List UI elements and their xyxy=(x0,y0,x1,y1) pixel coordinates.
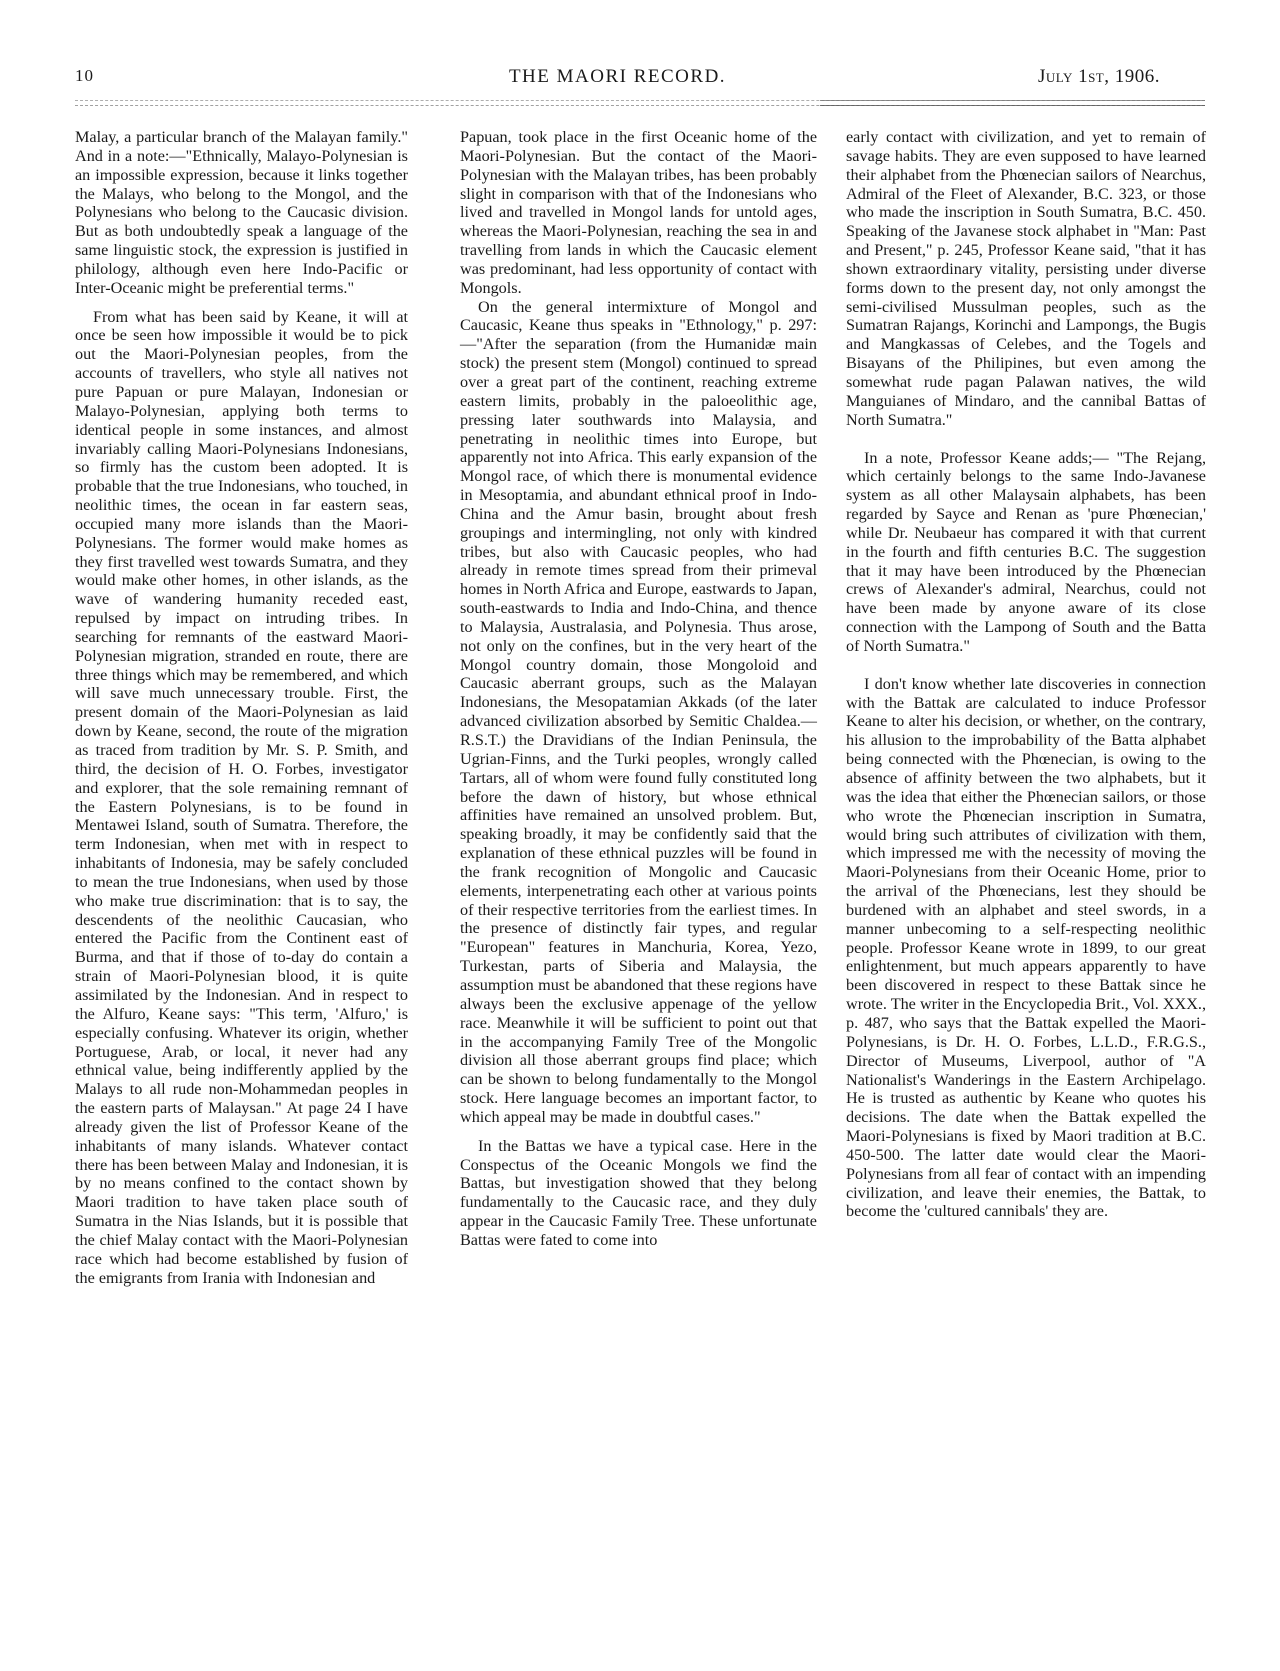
paragraph: From what has been said by Keane, it will at once be seen how impossible it would be to pick out the Maori-Polynesian peoples, from the accounts of travellers, who style all natives not pure Papuan or pure Malayan, Indonesian or Malayo-Polynesian, applying both terms to identical people in some instances, and almost invariably calling Maori-Polynesians Indonesians, so firmly has the custom been adopted. It is probable that the true Indonesians, who touched, in neolithic times, the ocean in far eastern seas, occupied many more islands than the Maori-Polynesians. The former would make homes as they first travelled west towards Sumatra, and they would make other homes, in other islands, as the wave of wandering humanity receded east, repulsed by impact on intruding tribes. In searching for remnants of the eastward Maori-Polynesian migration, stranded en route, there are three things which may be remembered, and which will save much unnecessary trouble. First, the present domain of the Maori-Polynesian as laid down by Keane, second, the route of the migration as traced from tradition by Mr. S. P. Smith, and third, the decision of H. O. Forbes, investigator and explorer, that the sole remaining remnant of the Eastern Polynesians, is to be found in Mentawei Island, south of Sumatra. Therefore, the term Indonesian, when met with in respect to inhabitants of Indonesia, may be safely concluded to mean the true Indonesians, when used by those who make true discrimination: that is to say, the descendents of the neolithic Caucasian, who entered the Pacific from the Continent east of Burma, and that if those of to-day do contain a strain of Maori-Polynesian blood, it is quite assimilated by the Indonesian. And in respect to the Alfuro, Keane says: "This term, 'Alfuro,' is especially confusing. Whatever its origin, whether Portuguese, Arab, or local, it never had any ethnical value, being indifferently applied by the Malays to all rude non-Mohammedan peoples in the eastern parts of Malaysan." At page 24 I have already given the list of Professor Keane of the inhabitants of many islands. Whatever contact there has been between Malay and Indonesian, it is by no means confined to the contact shown by Maori tradition to have taken place south of Sumatra in the Nias Islands, but it is possible that the chief Malay contact with the Maori-Polynesian race which had become established by fusion of the emigrants from Irania with Indonesian and xyxy=(75,307,408,1287)
column-left xyxy=(75,128,408,1287)
paragraph: I don't know whether late discoveries in connection with the Battak are calculated to induce Professor Keane to alter his decision, or whether, on the contrary, his allusion to the improbability of the Batta alphabet being connected with the Phœnecian, is owing to the absence of affinity between the two alphabets, but it was the idea that either the Phœnecian sailors, or those who wrote the Phœnecian inscription in Sumatra, would bring such attributes of civilization with them, which impressed me with the necessity of moving the Maori-Polynesians from their Oceanic Home, prior to the arrival of the Phœnecians, lest they should be burdened with an alphabet and steel swords, in a manner unbecoming to a self-respecting neolithic people. Professor Keane wrote in 1899, to our great enlightenment, but much appears apparently to have been discovered in respect to these Battak since he wrote. The writer in the Encyclopedia Brit., Vol. XXX., p. 487, who says that the Battak expelled the Maori-Polynesians, is Dr. H. O. Forbes, L.L.D., F.R.G.S., Director of Museums, Liverpool, author of "A Nationalist's Wanderings in the Eastern Archipelago. He is trusted as authentic by Keane who quotes his decisions. The date when the Battak expelled the Maori-Polynesians is fixed by Maori tradition at B.C. 450-500. The latter date would clear the Maori-Polynesians from all fear of contact with an impending civilization, and leave their enemies, the Battak, to become the 'cultured cannibals' they are. xyxy=(846,674,1206,1221)
paragraph: In the Battas we have a typical case. Here in the Conspectus of the Oceanic Mongols we find the Battas, but investigation showed that they belong fundamentally to the Caucasic race, and they duly appear in the Caucasic Family Tree. These unfortunate Battas were fated to come into xyxy=(460,1136,817,1249)
page-number: 10 xyxy=(75,66,94,85)
issue-date: July 1st, 1906. xyxy=(1038,66,1160,87)
paragraph: early contact with civilization, and yet to remain of savage habits. They are even supposed to have learned their alphabet from the Phœnecian sailors of Nearchus, Admiral of the Fleet of Alexander, B.C. 323, or those who made the inscription in South Sumatra, B.C. 450. Speaking of the Javanese stock alphabet in "Man: Past and Present," p. 245, Professor Keane said, "that it has shown extraordinary vitality, persisting under diverse forms down to the present day, not only amongst the semi-civilised Mussulman peoples, such as the Sumatran Rajangs, Korinchi and Lampongs, the Bugis and Mangkassas of Celebes, and the Togels and Bisayans of the Philipines, but even among the somewhat rude pagan Palawan natives, the wild Manguianes of Mindaro, and the cannibal Battas of North Sumatra." xyxy=(846,128,1206,429)
publication-title: THE MAORI RECORD. xyxy=(508,66,727,87)
header-rule-solid xyxy=(820,100,1205,106)
paragraph: In a note, Professor Keane adds;— "The Rejang, which certainly belongs to the same Indo-Javanese system as all other Malaysain alphabets, has been regarded by Sayce and Renan as 'pure Phœnecian,' while Dr. Neubaeur has compared it with that current in the fourth and fifth centuries B.C. The suggestion that it may have been introduced by the Phœnecian crews of Alexander's admiral, Nearchus, could not have been made by anyone aware of its close connection with the Lampong of South and the Batta of North Sumatra." xyxy=(846,448,1206,655)
paragraph: On the general intermixture of Mongol and Caucasic, Keane thus speaks in "Ethnology," p. 297:—"After the separation (from the Humanidæ main stock) the present stem (Mongol) continued to spread over a great part of the continent, reaching extreme eastern limits, probably in the paloeolithic age, pressing later southwards into Malaysia, and penetrating in neolithic times into Europe, but apparently not into Africa. This early expansion of the Mongol race, of which there is monumental evidence in Mesoptamia, and abundant ethnical proof in Indo-China and the Amur basin, brought about fresh groupings and intermingling, not only with kindred tribes, but also with Caucasic peoples, who had already in remote times spread from their primeval homes in North Africa and Europe, eastwards to Japan, south-eastwards to India and Indo-China, and thence to Malaysia, Australasia, and Polynesia. Thus arose, not only on the confines, but in the very heart of the Mongol country domain, those Mongoloid and Caucasic aberrant groups, such as the Malayan Indonesians, the Mesopatamian Akkads (of the later advanced civilization absorbed by Semitic Chaldea.—R.S.T.) the Dravidians of the Indian Peninsula, the Ugrian-Finns, and the Turki peoples, wrongly called Tartars, all of whom were found fully constituted long before the dawn of history, but whose ethnical affinities have remained an unsolved problem. But, speaking broadly, it may be confidently said that the explanation of these ethnical puzzles will be found in the frank recognition of Mongolic and Caucasic elements, interpenetrating each other at various points of their respective territories from the earliest times. In the presence of distinctly fair types, and regular "European" features in Manchuria, Korea, Yezo, Turkestan, parts of Siberia and Malaysia, the assumption must be abandoned that these regions have always been the exclusive appenage of the yellow race. Meanwhile it will be sufficient to point out that in the accompanying Family Tree of the Mongolic division all those aberrant groups find place; which can be shown to belong fundamentally to the Mongol stock. Here language becomes an important factor, to which appeal may be made in doubtful cases." xyxy=(460,297,817,1126)
running-header xyxy=(75,66,1160,94)
column-right xyxy=(846,128,1206,1221)
paragraph: Papuan, took place in the first Oceanic home of the Maori-Polynesian. But the contact of the Maori-Polynesian with the Malayan tribes, has been probably slight in comparison with that of the Indonesians who lived and travelled in Mongol lands for untold ages, whereas the Maori-Polynesian, reaching the sea in and travelling from lands in which the Caucasic element was predominant, had less opportunity of contact with Mongols. xyxy=(460,128,817,297)
column-middle xyxy=(460,128,817,1250)
paragraph: Malay, a particular branch of the Malayan family." And in a note:—"Ethnically, Malayo-Polynesian is an impossible expression, because it links together the Malays, who belong to the Mongol, and the Polynesians who belong to the Caucasic division. But as both undoubtedly speak a language of the same linguistic stock, the expression is justified in philology, although even here Indo-Pacific or Inter-Oceanic might be preferential terms." xyxy=(75,128,408,297)
